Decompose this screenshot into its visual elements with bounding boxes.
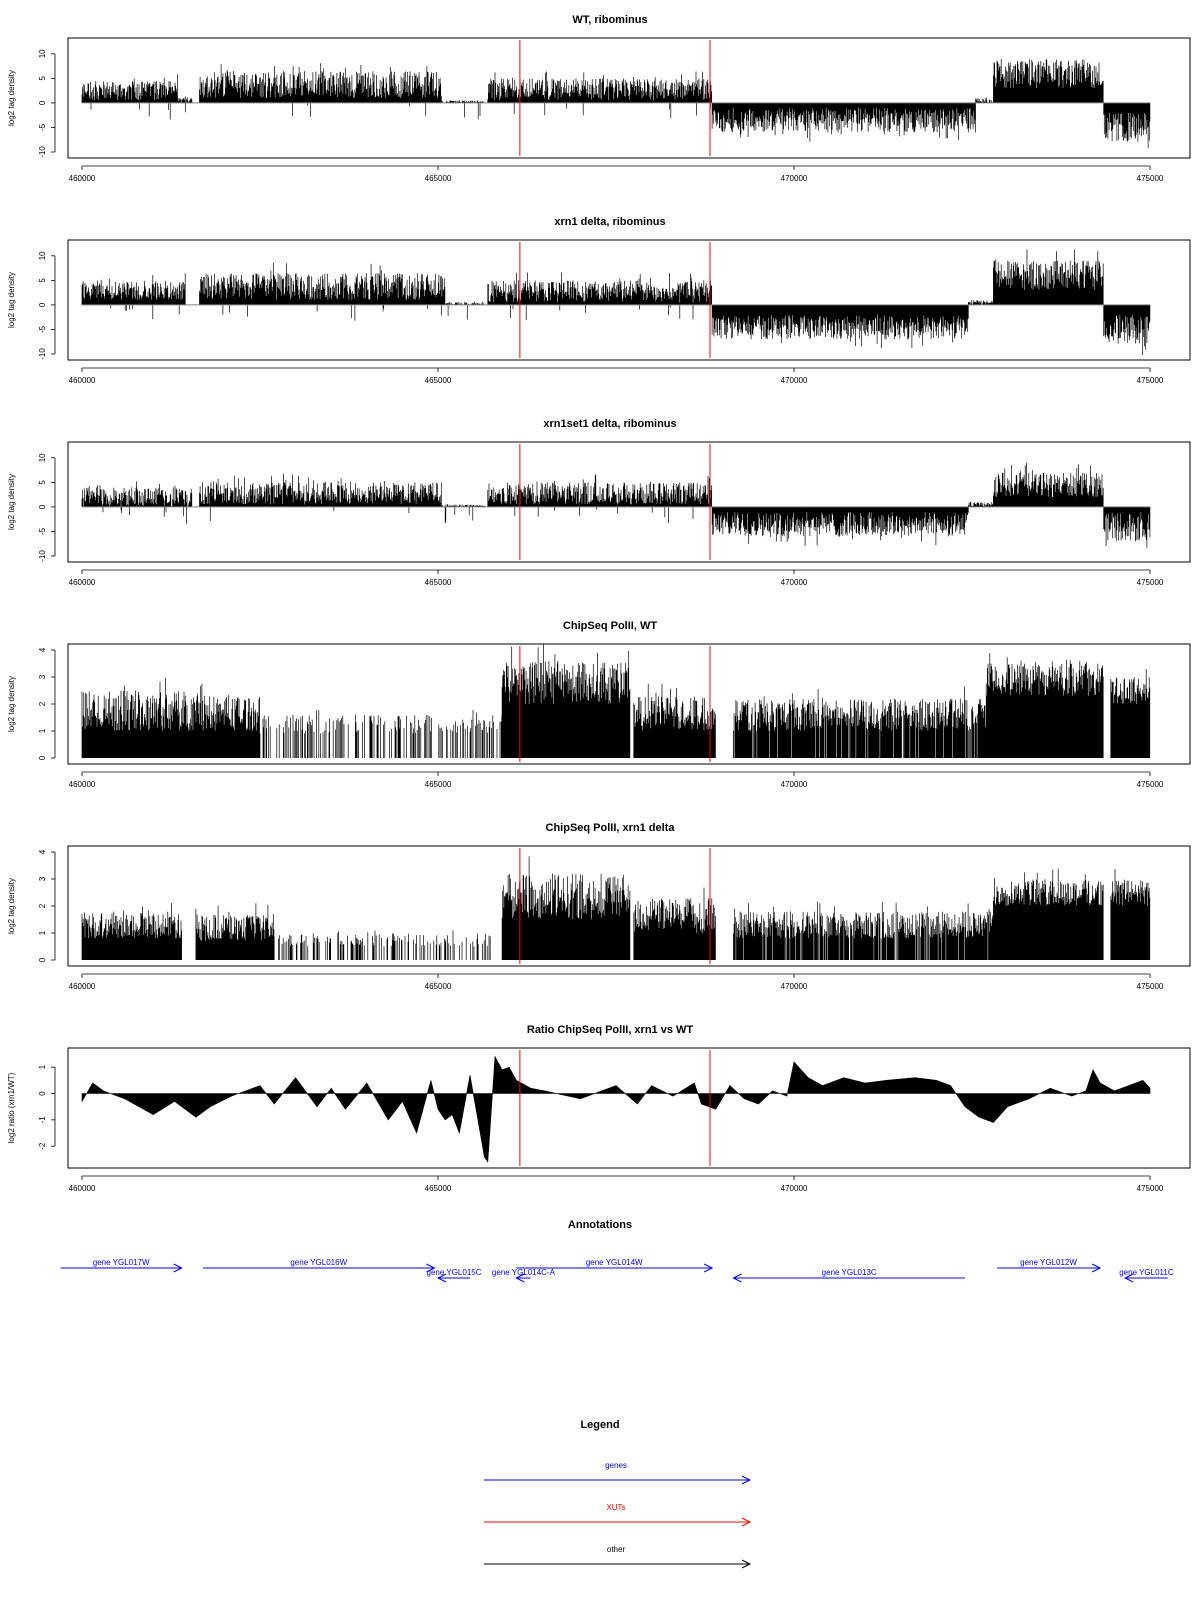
gene-label: gene YGL014W (585, 1258, 643, 1267)
y-tick-label: 0 (38, 755, 47, 761)
y-tick-label: -5 (38, 123, 47, 132)
gene-label: gene YGL012W (1020, 1258, 1077, 1267)
x-tick-label: 470000 (780, 982, 808, 991)
x-tick-label: 460000 (68, 174, 96, 183)
gene-label: gene YGL015C (426, 1268, 482, 1277)
y-tick-label: 10 (38, 251, 47, 261)
x-tick-label: 475000 (1136, 174, 1164, 183)
y-tick-label: 5 (38, 480, 47, 485)
panel-title: Ratio ChipSeq PolII, xrn1 vs WT (526, 1024, 694, 1036)
x-tick-label: 465000 (424, 174, 452, 183)
gene-label: gene YGL014C-A (491, 1268, 555, 1277)
y-tick-label: 1 (38, 930, 47, 936)
y-axis-label: log2 tag density (7, 675, 16, 733)
x-tick-label: 475000 (1136, 578, 1164, 587)
x-tick-label: 465000 (424, 1184, 452, 1193)
y-tick-label: -5 (38, 527, 47, 536)
y-tick-label: 0 (38, 302, 47, 308)
y-tick-label: 0 (38, 957, 47, 963)
y-tick-label: 3 (38, 876, 47, 882)
x-tick-label: 460000 (68, 578, 96, 587)
y-tick-label: 2 (38, 701, 47, 707)
panel-title: xrn1set1 delta, ribominus (543, 418, 677, 430)
x-tick-label: 465000 (424, 578, 452, 587)
x-tick-label: 470000 (780, 174, 808, 183)
x-tick-label: 465000 (424, 376, 452, 385)
x-tick-label: 460000 (68, 982, 96, 991)
x-tick-label: 460000 (68, 780, 96, 789)
gene-label: gene YGL011C (1119, 1268, 1174, 1277)
annotations-title: Annotations (567, 1219, 633, 1231)
panel-title: ChipSeq PolII, xrn1 delta (545, 822, 675, 834)
y-tick-label: 3 (38, 674, 47, 680)
x-tick-label: 460000 (68, 1184, 96, 1193)
x-tick-label: 470000 (780, 578, 808, 587)
panel-title: WT, ribominus (572, 14, 648, 26)
x-tick-label: 475000 (1136, 1184, 1164, 1193)
gene-label: gene YGL013C (821, 1268, 877, 1277)
gene-label: gene YGL016W (290, 1258, 348, 1267)
y-axis-label: log2 tag density (7, 69, 16, 127)
y-tick-label: 4 (38, 647, 47, 653)
y-tick-label: -10 (38, 146, 47, 158)
y-tick-label: 0 (38, 504, 47, 510)
y-tick-label: -5 (38, 325, 47, 334)
y-axis-label: log2 tag density (7, 877, 16, 935)
x-tick-label: 475000 (1136, 780, 1164, 789)
y-axis-label: log2 tag density (7, 473, 16, 531)
gene-label: gene YGL017W (92, 1258, 150, 1267)
x-tick-label: 465000 (424, 982, 452, 991)
x-tick-label: 460000 (68, 376, 96, 385)
legend-title: Legend (580, 1419, 620, 1431)
y-axis-label: log2 tag density (7, 271, 16, 329)
panel-title: xrn1 delta, ribominus (554, 216, 666, 228)
y-axis-label: log2 ratio (xrn1/WT) (7, 1072, 16, 1144)
panel-title: ChipSeq PolII, WT (562, 620, 658, 632)
y-tick-label: -2 (38, 1142, 47, 1150)
y-tick-label: 5 (38, 278, 47, 283)
y-tick-label: 1 (38, 728, 47, 734)
y-tick-label: 5 (38, 76, 47, 81)
x-tick-label: 470000 (780, 780, 808, 789)
y-tick-label: -1 (38, 1116, 47, 1124)
y-tick-label: 2 (38, 903, 47, 909)
y-tick-label: 0 (38, 1091, 47, 1096)
y-tick-label: 10 (38, 453, 47, 463)
legend-label: genes (605, 1461, 627, 1470)
x-tick-label: 475000 (1136, 982, 1164, 991)
x-tick-label: 470000 (780, 376, 808, 385)
y-tick-label: 4 (38, 849, 47, 855)
x-tick-label: 465000 (424, 780, 452, 789)
y-tick-label: 1 (38, 1064, 47, 1070)
y-tick-label: -10 (38, 550, 47, 562)
legend-label: XUTs (606, 1503, 626, 1512)
y-tick-label: 0 (38, 100, 47, 106)
legend-label: other (606, 1545, 626, 1554)
x-tick-label: 470000 (780, 1184, 808, 1193)
y-tick-label: 10 (38, 49, 47, 59)
y-tick-label: -10 (38, 348, 47, 360)
x-tick-label: 475000 (1136, 376, 1164, 385)
